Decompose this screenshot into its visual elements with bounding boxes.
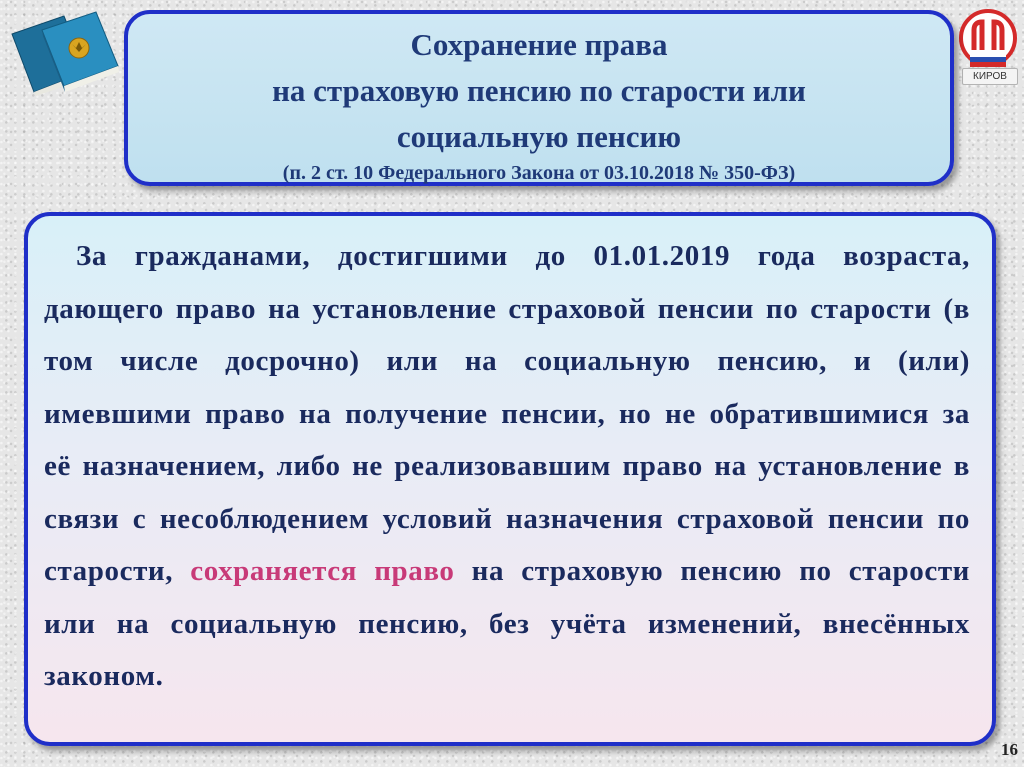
title-line-2: на страховую пенсию по старости или: [272, 73, 806, 108]
title-box: [124, 10, 954, 186]
body-text-after: на страховую пенсию по старости или на социальную пенсию, без учёта изменений, внесённых законом.: [44, 555, 970, 692]
title-line-1: Сохранение права: [410, 27, 668, 62]
body-highlight: сохраняется право: [190, 555, 455, 587]
body-text-before: За гражданами, достигшими до 01.01.2019 года возраста, дающего право на установление страховой пенсии по старости (в том числе досрочно) или на социальную пенсию, и (или) имевшими право на получение пенсии, но не обратившимися за её назначением, либо не реализовавшим право на установление в связи с несоблюдением условий назначения страховой пенсии по старости,: [44, 240, 970, 587]
book-with-emblem-icon: [8, 8, 120, 96]
pfr-logo-icon: [958, 8, 1018, 74]
logo-city-label: КИРОВ: [962, 68, 1018, 85]
law-reference: (п. 2 ст. 10 Федерального Закона от 03.10.2018 № 350-ФЗ): [282, 162, 796, 184]
body-paragraph: [44, 230, 970, 703]
title-line-3: социальную пенсию: [396, 119, 682, 154]
page-number: 16: [1001, 740, 1018, 759]
body-box: [24, 212, 996, 746]
